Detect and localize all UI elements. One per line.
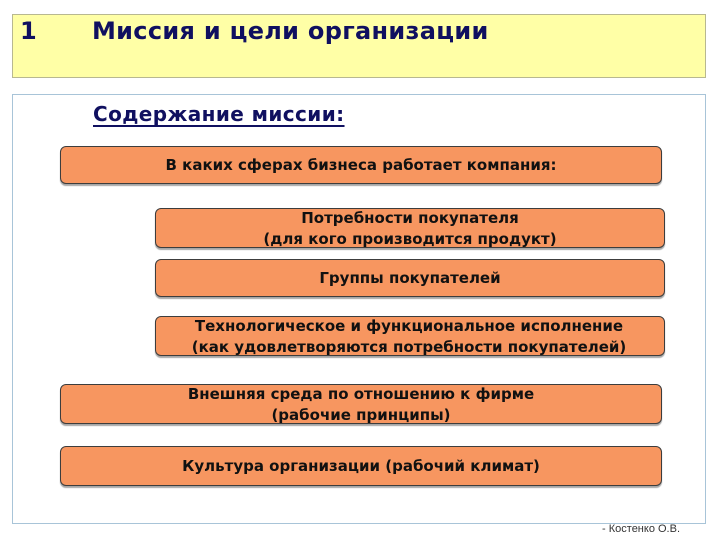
page-title: Миссия и цели организации xyxy=(92,17,489,45)
item-label-external-environment-line2: (рабочие принципы) xyxy=(271,406,451,424)
item-label-external-environment-line1: Внешняя среда по отношению к фирме xyxy=(187,385,535,403)
title-number: 1 xyxy=(20,17,37,45)
author-credit xyxy=(602,523,680,535)
item-label-customer-groups: Группы покупателей xyxy=(319,269,501,287)
author-name: - Костенко О.В. xyxy=(602,523,680,535)
item-label-technology-line2: (как удовлетворяются потребности покупателей) xyxy=(191,338,627,356)
item-label-technology-line1: Технологическое и функциональное исполнение xyxy=(194,317,624,335)
item-label-organization-culture: Культура организации (рабочий климат) xyxy=(182,457,540,475)
section-subtitle: Содержание миссии: xyxy=(93,102,345,126)
item-label-business-spheres: В каких сферах бизнеса работает компания: xyxy=(165,156,557,174)
item-label-customer-needs-line1: Потребности покупателя xyxy=(301,209,519,227)
item-label-customer-needs-line2: (для кого производится продукт) xyxy=(263,230,557,248)
